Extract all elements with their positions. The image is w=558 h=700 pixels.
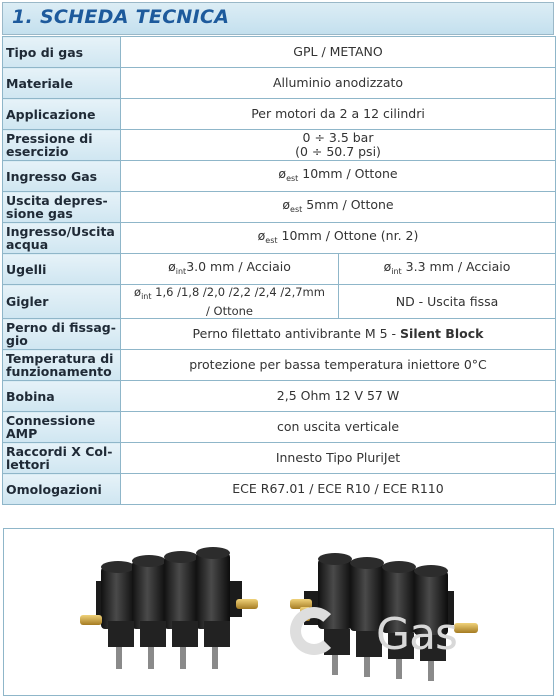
value-perno-bold: Silent Block — [400, 326, 484, 341]
subscript-int: int — [141, 292, 152, 301]
label-bobina: Bobina — [3, 381, 121, 412]
value-perno-text: Perno filettato antivibrante M 5 - — [192, 326, 401, 341]
value-ugelli-a-text: 3.0 mm / Acciaio — [186, 258, 291, 274]
row-tipo-gas — [3, 37, 556, 68]
value-temperatura: protezione per bassa temperatura iniettore 0°C — [121, 350, 556, 381]
value-gigler-b: ND - Uscita fissa — [339, 285, 556, 319]
label-connessione-1: Connessione — [6, 413, 96, 428]
value-materiale: Alluminio anodizzato — [121, 68, 556, 99]
value-ugelli-b-text: 3.3 mm / Acciaio — [401, 258, 511, 274]
value-ingresso-gas-text: 10mm / Ottone — [298, 165, 398, 181]
label-ingresso-uscita — [3, 223, 121, 254]
value-applicazione: Per motori da 2 a 12 cilindri — [121, 99, 556, 130]
value-ugelli-b — [339, 254, 556, 285]
subscript-int: int — [175, 266, 187, 276]
subscript-est: est — [265, 235, 278, 245]
subscript-int: int — [391, 266, 402, 276]
label-temperatura — [3, 350, 121, 381]
diameter-symbol: ø — [168, 258, 176, 274]
value-uscita-text: 5mm / Ottone — [302, 196, 394, 212]
row-ugelli — [3, 254, 556, 285]
value-perno — [121, 319, 556, 350]
row-bobina — [3, 381, 556, 412]
label-pressione-2: esercizio — [6, 144, 69, 159]
row-applicazione — [3, 99, 556, 130]
watermark-logo-icon — [290, 607, 338, 655]
row-ingresso-uscita — [3, 223, 556, 254]
value-pressione-psi: (0 ÷ 50.7 psi) — [295, 144, 381, 159]
row-gigler — [3, 285, 556, 319]
label-pressione — [3, 130, 121, 161]
value-pressione — [121, 130, 556, 161]
injector-rails-image — [4, 529, 553, 695]
value-ingresso-uscita-text: 10mm / Ottone (nr. 2) — [277, 227, 419, 243]
label-perno-1: Perno di fissag- — [6, 320, 116, 335]
label-uscita-2: sione gas — [6, 206, 73, 221]
label-materiale: Materiale — [3, 68, 121, 99]
diameter-symbol: ø — [134, 285, 142, 299]
label-raccordi-1: Raccordi X Col- — [6, 444, 113, 459]
value-uscita — [121, 192, 556, 223]
value-ingresso-uscita — [121, 223, 556, 254]
label-connessione-2: AMP — [6, 426, 38, 441]
label-perno-2: gio — [6, 333, 28, 348]
injector-rail-left — [80, 547, 258, 669]
spec-table — [2, 36, 556, 505]
product-photo — [3, 528, 554, 696]
row-temperatura — [3, 350, 556, 381]
value-bobina: 2,5 Ohm 12 V 57 W — [121, 381, 556, 412]
value-omologazioni: ECE R67.01 / ECE R10 / ECE R110 — [121, 474, 556, 505]
row-materiale — [3, 68, 556, 99]
row-perno — [3, 319, 556, 350]
label-ugelli: Ugelli — [3, 254, 121, 285]
label-raccordi — [3, 443, 121, 474]
label-applicazione: Applicazione — [3, 99, 121, 130]
label-ingresso-uscita-2: acqua — [6, 237, 49, 252]
label-temperatura-2: funzionamento — [6, 364, 112, 379]
value-gigler-a-text-2: / Ottone — [206, 304, 253, 318]
row-raccordi — [3, 443, 556, 474]
row-omologazioni — [3, 474, 556, 505]
row-ingresso-gas — [3, 161, 556, 192]
page-title: 1. SCHEDA TECNICA — [12, 6, 230, 28]
row-connessione — [3, 412, 556, 443]
label-raccordi-2: lettori — [6, 457, 50, 472]
label-uscita-1: Uscita depres- — [6, 193, 108, 208]
label-gigler: Gigler — [3, 285, 121, 319]
value-gigler-a-text-1: 1,6 /1,8 /2,0 /2,2 /2,4 /2,7mm — [151, 285, 325, 299]
label-uscita — [3, 192, 121, 223]
watermark-text: Gas — [376, 609, 457, 660]
diameter-symbol: ø — [383, 258, 392, 274]
row-pressione — [3, 130, 556, 161]
value-tipo-gas: GPL / METANO — [121, 37, 556, 68]
diameter-symbol: ø — [278, 165, 287, 181]
value-ugelli-a — [121, 254, 339, 285]
label-pressione-1: Pressione di — [6, 131, 93, 146]
label-ingresso-gas: Ingresso Gas — [3, 161, 121, 192]
row-uscita — [3, 192, 556, 223]
value-connessione: con uscita verticale — [121, 412, 556, 443]
label-temperatura-1: Temperatura di — [6, 351, 114, 366]
value-pressione-bar: 0 ÷ 3.5 bar — [302, 130, 374, 145]
value-gigler-a — [121, 285, 339, 319]
label-perno — [3, 319, 121, 350]
label-tipo-gas: Tipo di gas — [3, 37, 121, 68]
label-ingresso-uscita-1: Ingresso/Uscita — [6, 224, 115, 239]
value-ingresso-gas — [121, 161, 556, 192]
value-raccordi: Innesto Tipo PluriJet — [121, 443, 556, 474]
diameter-symbol: ø — [257, 227, 266, 243]
subscript-est: est — [286, 173, 299, 183]
label-connessione — [3, 412, 121, 443]
subscript-est: est — [290, 204, 303, 214]
title-bar — [2, 2, 554, 35]
diameter-symbol: ø — [282, 196, 291, 212]
label-omologazioni: Omologazioni — [3, 474, 121, 505]
